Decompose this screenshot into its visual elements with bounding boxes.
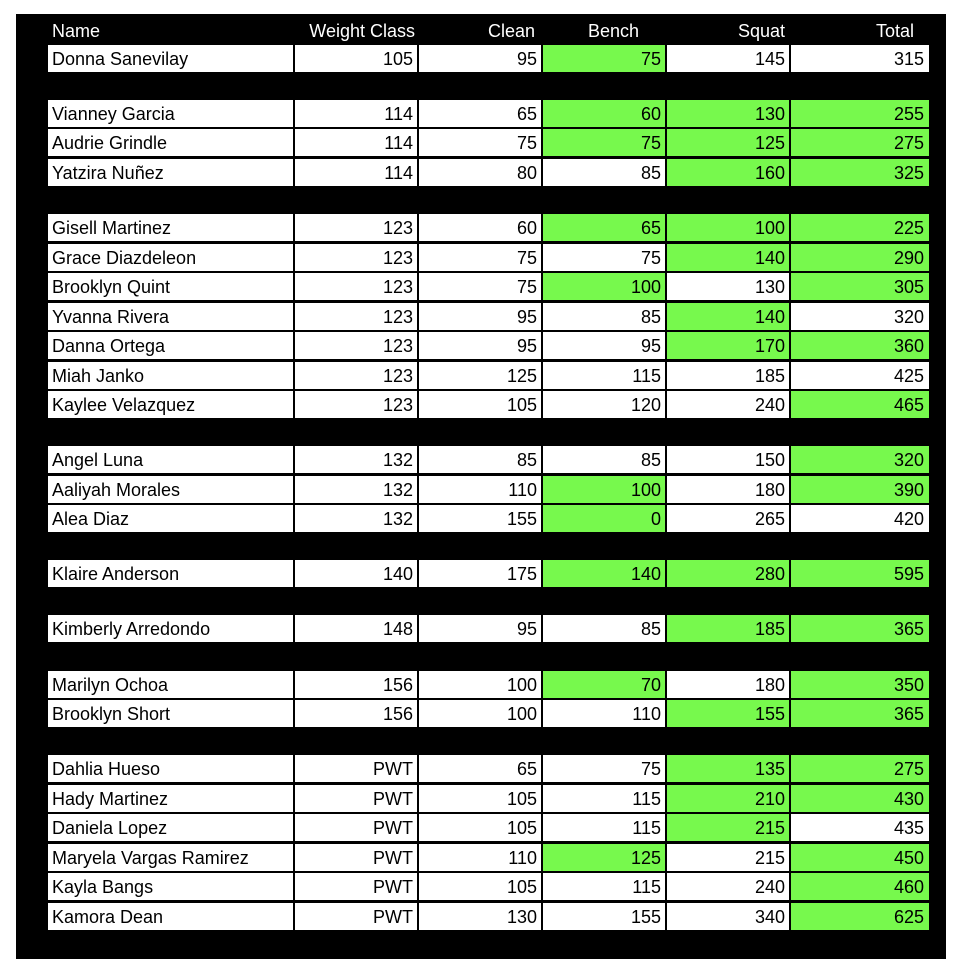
cell-bench: 85 bbox=[543, 159, 667, 186]
table-row bbox=[48, 903, 929, 930]
cell-clean: 60 bbox=[419, 214, 543, 241]
cell-name: Kaylee Velazquez bbox=[48, 391, 295, 418]
cell-squat: 130 bbox=[667, 100, 791, 127]
header-weight-class: Weight Class bbox=[309, 21, 415, 41]
cell-weight-class: PWT bbox=[295, 903, 419, 930]
cell-clean: 95 bbox=[419, 303, 543, 330]
cell-total: 275 bbox=[791, 129, 929, 156]
cell-bench: 75 bbox=[543, 244, 667, 271]
cell-squat: 160 bbox=[667, 159, 791, 186]
cell-bench: 95 bbox=[543, 332, 667, 359]
cell-total: 390 bbox=[791, 476, 929, 503]
cell-name: Aaliyah Morales bbox=[48, 476, 295, 503]
cell-bench: 115 bbox=[543, 362, 667, 389]
table-row bbox=[48, 303, 929, 330]
cell-weight-class: 156 bbox=[295, 700, 419, 727]
cell-bench: 100 bbox=[543, 273, 667, 300]
cell-bench: 85 bbox=[543, 303, 667, 330]
cell-bench: 100 bbox=[543, 476, 667, 503]
cell-name: Yatzira Nuñez bbox=[48, 159, 295, 186]
cell-total: 595 bbox=[791, 560, 929, 587]
cell-name: Brooklyn Short bbox=[48, 700, 295, 727]
table-row bbox=[48, 785, 929, 812]
cell-squat: 240 bbox=[667, 391, 791, 418]
cell-squat: 215 bbox=[667, 814, 791, 841]
cell-squat: 185 bbox=[667, 362, 791, 389]
cell-weight-class: 114 bbox=[295, 129, 419, 156]
cell-squat: 180 bbox=[667, 671, 791, 698]
cell-clean: 85 bbox=[419, 446, 543, 473]
cell-clean: 130 bbox=[419, 903, 543, 930]
cell-total: 435 bbox=[791, 814, 929, 841]
cell-name: Klaire Anderson bbox=[48, 560, 295, 587]
cell-clean: 75 bbox=[419, 129, 543, 156]
cell-clean: 75 bbox=[419, 244, 543, 271]
lifting-results-table bbox=[16, 14, 946, 959]
cell-squat: 180 bbox=[667, 476, 791, 503]
cell-name: Yvanna Rivera bbox=[48, 303, 295, 330]
cell-name: Gisell Martinez bbox=[48, 214, 295, 241]
cell-squat: 265 bbox=[667, 505, 791, 532]
cell-name: Kimberly Arredondo bbox=[48, 615, 295, 642]
cell-total: 360 bbox=[791, 332, 929, 359]
cell-bench: 115 bbox=[543, 785, 667, 812]
cell-total: 305 bbox=[791, 273, 929, 300]
cell-bench: 115 bbox=[543, 873, 667, 900]
cell-bench: 0 bbox=[543, 505, 667, 532]
cell-total: 365 bbox=[791, 700, 929, 727]
cell-total: 625 bbox=[791, 903, 929, 930]
cell-name: Audrie Grindle bbox=[48, 129, 295, 156]
cell-squat: 140 bbox=[667, 303, 791, 330]
cell-squat: 125 bbox=[667, 129, 791, 156]
table-row bbox=[48, 700, 929, 727]
table-row bbox=[48, 873, 929, 900]
table-row bbox=[48, 476, 929, 503]
table-row bbox=[48, 560, 929, 587]
cell-name: Marilyn Ochoa bbox=[48, 671, 295, 698]
table-row bbox=[48, 214, 929, 241]
cell-weight-class: PWT bbox=[295, 785, 419, 812]
cell-name: Angel Luna bbox=[48, 446, 295, 473]
table-row bbox=[48, 332, 929, 359]
table-row bbox=[48, 671, 929, 698]
cell-total: 275 bbox=[791, 755, 929, 782]
cell-clean: 175 bbox=[419, 560, 543, 587]
cell-clean: 110 bbox=[419, 476, 543, 503]
cell-name: Kamora Dean bbox=[48, 903, 295, 930]
cell-bench: 75 bbox=[543, 129, 667, 156]
cell-weight-class: 132 bbox=[295, 476, 419, 503]
cell-squat: 140 bbox=[667, 244, 791, 271]
cell-weight-class: 114 bbox=[295, 100, 419, 127]
header-total: Total bbox=[875, 21, 914, 41]
cell-total: 450 bbox=[791, 844, 929, 871]
cell-weight-class: 105 bbox=[295, 45, 419, 72]
cell-total: 365 bbox=[791, 615, 929, 642]
cell-clean: 105 bbox=[419, 873, 543, 900]
table-row bbox=[48, 505, 929, 532]
header-clean: Clean bbox=[487, 21, 535, 41]
table-row bbox=[48, 45, 929, 72]
cell-total: 315 bbox=[791, 45, 929, 72]
cell-squat: 150 bbox=[667, 446, 791, 473]
cell-weight-class: 123 bbox=[295, 273, 419, 300]
cell-clean: 125 bbox=[419, 362, 543, 389]
cell-total: 430 bbox=[791, 785, 929, 812]
cell-squat: 185 bbox=[667, 615, 791, 642]
cell-squat: 280 bbox=[667, 560, 791, 587]
cell-weight-class: 123 bbox=[295, 244, 419, 271]
cell-weight-class: 123 bbox=[295, 362, 419, 389]
table-row bbox=[48, 755, 929, 782]
cell-squat: 240 bbox=[667, 873, 791, 900]
cell-clean: 100 bbox=[419, 700, 543, 727]
cell-bench: 125 bbox=[543, 844, 667, 871]
cell-clean: 95 bbox=[419, 332, 543, 359]
cell-clean: 75 bbox=[419, 273, 543, 300]
cell-squat: 135 bbox=[667, 755, 791, 782]
cell-clean: 155 bbox=[419, 505, 543, 532]
cell-squat: 340 bbox=[667, 903, 791, 930]
cell-squat: 100 bbox=[667, 214, 791, 241]
cell-total: 320 bbox=[791, 303, 929, 330]
table-row bbox=[48, 100, 929, 127]
table-row bbox=[48, 446, 929, 473]
cell-bench: 65 bbox=[543, 214, 667, 241]
cell-name: Brooklyn Quint bbox=[48, 273, 295, 300]
cell-bench: 120 bbox=[543, 391, 667, 418]
cell-bench: 140 bbox=[543, 560, 667, 587]
cell-weight-class: PWT bbox=[295, 814, 419, 841]
cell-squat: 145 bbox=[667, 45, 791, 72]
cell-bench: 110 bbox=[543, 700, 667, 727]
cell-bench: 75 bbox=[543, 45, 667, 72]
cell-name: Danna Ortega bbox=[48, 332, 295, 359]
cell-clean: 110 bbox=[419, 844, 543, 871]
cell-clean: 95 bbox=[419, 615, 543, 642]
table-row bbox=[48, 362, 929, 389]
table-row bbox=[48, 814, 929, 841]
table-row bbox=[48, 273, 929, 300]
cell-weight-class: PWT bbox=[295, 844, 419, 871]
cell-name: Donna Sanevilay bbox=[48, 45, 295, 72]
cell-total: 255 bbox=[791, 100, 929, 127]
cell-weight-class: 148 bbox=[295, 615, 419, 642]
cell-clean: 105 bbox=[419, 785, 543, 812]
table-row bbox=[48, 129, 929, 156]
cell-squat: 215 bbox=[667, 844, 791, 871]
cell-bench: 155 bbox=[543, 903, 667, 930]
cell-name: Dahlia Hueso bbox=[48, 755, 295, 782]
cell-name: Alea Diaz bbox=[48, 505, 295, 532]
cell-name: Hady Martinez bbox=[48, 785, 295, 812]
cell-squat: 210 bbox=[667, 785, 791, 812]
cell-weight-class: 123 bbox=[295, 332, 419, 359]
cell-bench: 115 bbox=[543, 814, 667, 841]
cell-name: Maryela Vargas Ramirez bbox=[48, 844, 295, 871]
cell-total: 460 bbox=[791, 873, 929, 900]
table-row bbox=[48, 159, 929, 186]
cell-bench: 60 bbox=[543, 100, 667, 127]
cell-name: Grace Diazdeleon bbox=[48, 244, 295, 271]
cell-total: 325 bbox=[791, 159, 929, 186]
cell-total: 425 bbox=[791, 362, 929, 389]
cell-weight-class: 132 bbox=[295, 446, 419, 473]
cell-squat: 170 bbox=[667, 332, 791, 359]
cell-weight-class: 132 bbox=[295, 505, 419, 532]
table-row bbox=[48, 244, 929, 271]
cell-weight-class: PWT bbox=[295, 873, 419, 900]
cell-weight-class: 123 bbox=[295, 214, 419, 241]
cell-clean: 105 bbox=[419, 391, 543, 418]
cell-weight-class: 156 bbox=[295, 671, 419, 698]
cell-name: Daniela Lopez bbox=[48, 814, 295, 841]
header-bench: Bench bbox=[587, 21, 640, 41]
cell-total: 225 bbox=[791, 214, 929, 241]
cell-bench: 70 bbox=[543, 671, 667, 698]
cell-squat: 130 bbox=[667, 273, 791, 300]
cell-weight-class: 114 bbox=[295, 159, 419, 186]
cell-clean: 105 bbox=[419, 814, 543, 841]
cell-clean: 80 bbox=[419, 159, 543, 186]
cell-squat: 155 bbox=[667, 700, 791, 727]
cell-weight-class: PWT bbox=[295, 755, 419, 782]
cell-weight-class: 123 bbox=[295, 303, 419, 330]
cell-weight-class: 140 bbox=[295, 560, 419, 587]
cell-weight-class: 123 bbox=[295, 391, 419, 418]
cell-name: Vianney Garcia bbox=[48, 100, 295, 127]
cell-total: 420 bbox=[791, 505, 929, 532]
table-row bbox=[48, 391, 929, 418]
cell-total: 320 bbox=[791, 446, 929, 473]
cell-clean: 65 bbox=[419, 755, 543, 782]
cell-bench: 75 bbox=[543, 755, 667, 782]
header-row bbox=[48, 17, 929, 44]
cell-name: Miah Janko bbox=[48, 362, 295, 389]
cell-total: 350 bbox=[791, 671, 929, 698]
cell-bench: 85 bbox=[543, 446, 667, 473]
cell-bench: 85 bbox=[543, 615, 667, 642]
table-row bbox=[48, 615, 929, 642]
cell-total: 290 bbox=[791, 244, 929, 271]
table-row bbox=[48, 844, 929, 871]
cell-clean: 100 bbox=[419, 671, 543, 698]
cell-clean: 95 bbox=[419, 45, 543, 72]
cell-clean: 65 bbox=[419, 100, 543, 127]
cell-total: 465 bbox=[791, 391, 929, 418]
cell-name: Kayla Bangs bbox=[48, 873, 295, 900]
header-squat: Squat bbox=[737, 21, 785, 41]
header-name: Name bbox=[52, 21, 101, 41]
